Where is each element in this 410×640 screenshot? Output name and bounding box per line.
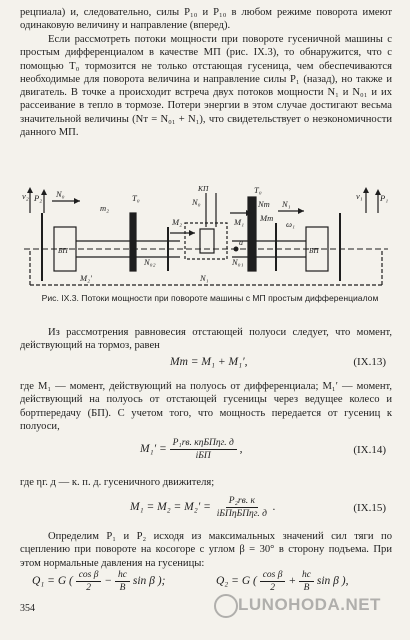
eq15-tail: . [272,501,276,514]
q2-frac-cos-num: cos β [260,570,286,582]
eq15-lhs: M₁ = M₂ = M₂′ = [130,501,211,514]
label-n1-bottom: N₁ [200,273,209,283]
q1-frac-h-den: B [119,583,126,593]
q1-frac-cos-den: 2 [86,583,91,593]
paragraph-6: Определим P₁ и P₂ исходя из максимальных значений сил тяги по сцеплению при повороте на косогоре с углом β = 30° в сторону подъема. При этом нормальные давления на гусеницы: [20,531,392,569]
label-m2-bottom: M₂′ [80,273,92,283]
label-point-a: a [239,238,243,247]
label-kp: КП [198,184,209,193]
label-n1-top: N₁ [282,199,291,209]
label-p1: P₁ [380,193,389,203]
eq15-fraction [214,496,270,519]
q1-frac-h [115,570,130,593]
eq13-rhs: = M₁ + M₁′, [190,356,248,368]
point-a-dot [234,247,239,252]
paragraph-2: Если рассмотреть потоки мощности при повороте гусеничной машины с простым дифференциалом в качестве МП (рис. IX.3), то обнаружится, что с помощью T₀ тормозится не только отстающая гусеница, чем обеспечиваются необходимые для поворота величина и направление силы P₁ (назад), но также и двигатель. В точке a происходит встреча двух потоков мощности N₁ и N₀₁ и их рассеивание в тепло в тормозе. Потери энергии в этом случае достигают весьма значительной величины (Nт = N₀₁ + N₁), что свидетельствует о неэкономичности данного МП. [20,34,392,139]
q2-start: Q₂ = G ( [216,575,257,588]
label-bp-left: БП [58,246,68,255]
eq14-denominator: iБП [195,451,211,461]
label-n0-left: N₀ [56,189,65,199]
eq13-lhs: Mт [170,356,188,368]
q1-start: Q₁ = G ( [32,575,73,588]
paragraph-3: Из рассмотрения равновесия отстающей полуоси следует, что момент, действующий на тормоз, равен [20,327,392,352]
label-mt: Mт [260,213,274,223]
q2-frac-cos-den: 2 [270,583,275,593]
q1-end: sin β ); [132,575,166,588]
label-bp-right: БП [309,246,319,255]
q1-minus: − [104,575,113,588]
q2-frac-h [299,570,314,593]
q1-frac-cos-num: cos β [76,570,102,582]
left-brake [130,213,136,271]
q2-frac-h-num: hc [299,570,314,582]
page-number: 354 [20,603,35,614]
q1-frac-h-num: hc [115,570,130,582]
label-v1: v₁ [356,191,363,201]
eq15-numerator: P₂rв. к [226,496,258,508]
eq14-numerator: P₁rв. кηБПηг. д [170,438,237,450]
label-p2: P₂ [34,193,43,203]
equation-normal-pressures [20,568,392,594]
paragraph-1: рецпиала) и, следовательно, силы P₁₀ и P₁₀ в любом режиме поворота имеют одинаковую величину и направление (вперед). [20,7,392,32]
q2-plus: + [288,575,297,588]
label-omega1: ω₁ [286,219,295,229]
equation-ix14 [20,434,392,464]
right-brake [248,197,256,271]
q2-frac-cos [260,570,286,593]
paragraph-4: где M₁ — момент, действующий на полуось от дифференциала; M₁′ — момент, действующий на полуось от отстающей гусеницы через ведущее колесо и бортпередачу (БП). С учетом того, что мощность передается от гусениц к полуоси, [20,381,392,432]
equation-ix15 [20,492,392,522]
eq13-number: (IX.13) [353,356,386,368]
q2-frac-h-den: B [303,583,310,593]
label-nt: Nт [258,199,270,209]
paragraph-5: где ηг. д — к. п. д. гусеничного движителя; [20,477,215,488]
label-m2-prime: M₂ [172,217,183,227]
label-n0-center: N₀ [192,197,201,207]
label-v2: v₂ [22,191,29,201]
figure-caption: Рис. IX.3. Потоки мощности при повороте машины с МП простым дифференциалом [41,293,379,303]
label-m1: M₁ [234,217,245,227]
q1-frac-cos [76,570,102,593]
label-m2: m₂ [100,203,110,213]
differential [185,223,227,259]
label-t0-right: T₀ [254,185,262,195]
watermark-logo-icon [214,594,238,618]
watermark: LUNOHODA.NET [238,595,381,614]
label-n02: N₀₂ [144,257,156,267]
eq14-tail: , [239,443,243,456]
eq14-number: (IX.14) [353,444,386,456]
power-flow-diagram [20,183,392,293]
eq14-fraction [170,438,237,461]
eq14-lhs: M₁′ = [140,443,167,456]
q2-end: sin β ), [316,575,349,588]
label-t0-left: T₀ [132,193,140,203]
equation-ix13 [20,356,392,372]
eq15-number: (IX.15) [353,502,386,514]
eq15-denominator: iБПηБПηг. д [216,509,267,519]
label-n01: N₀₁ [232,257,244,267]
